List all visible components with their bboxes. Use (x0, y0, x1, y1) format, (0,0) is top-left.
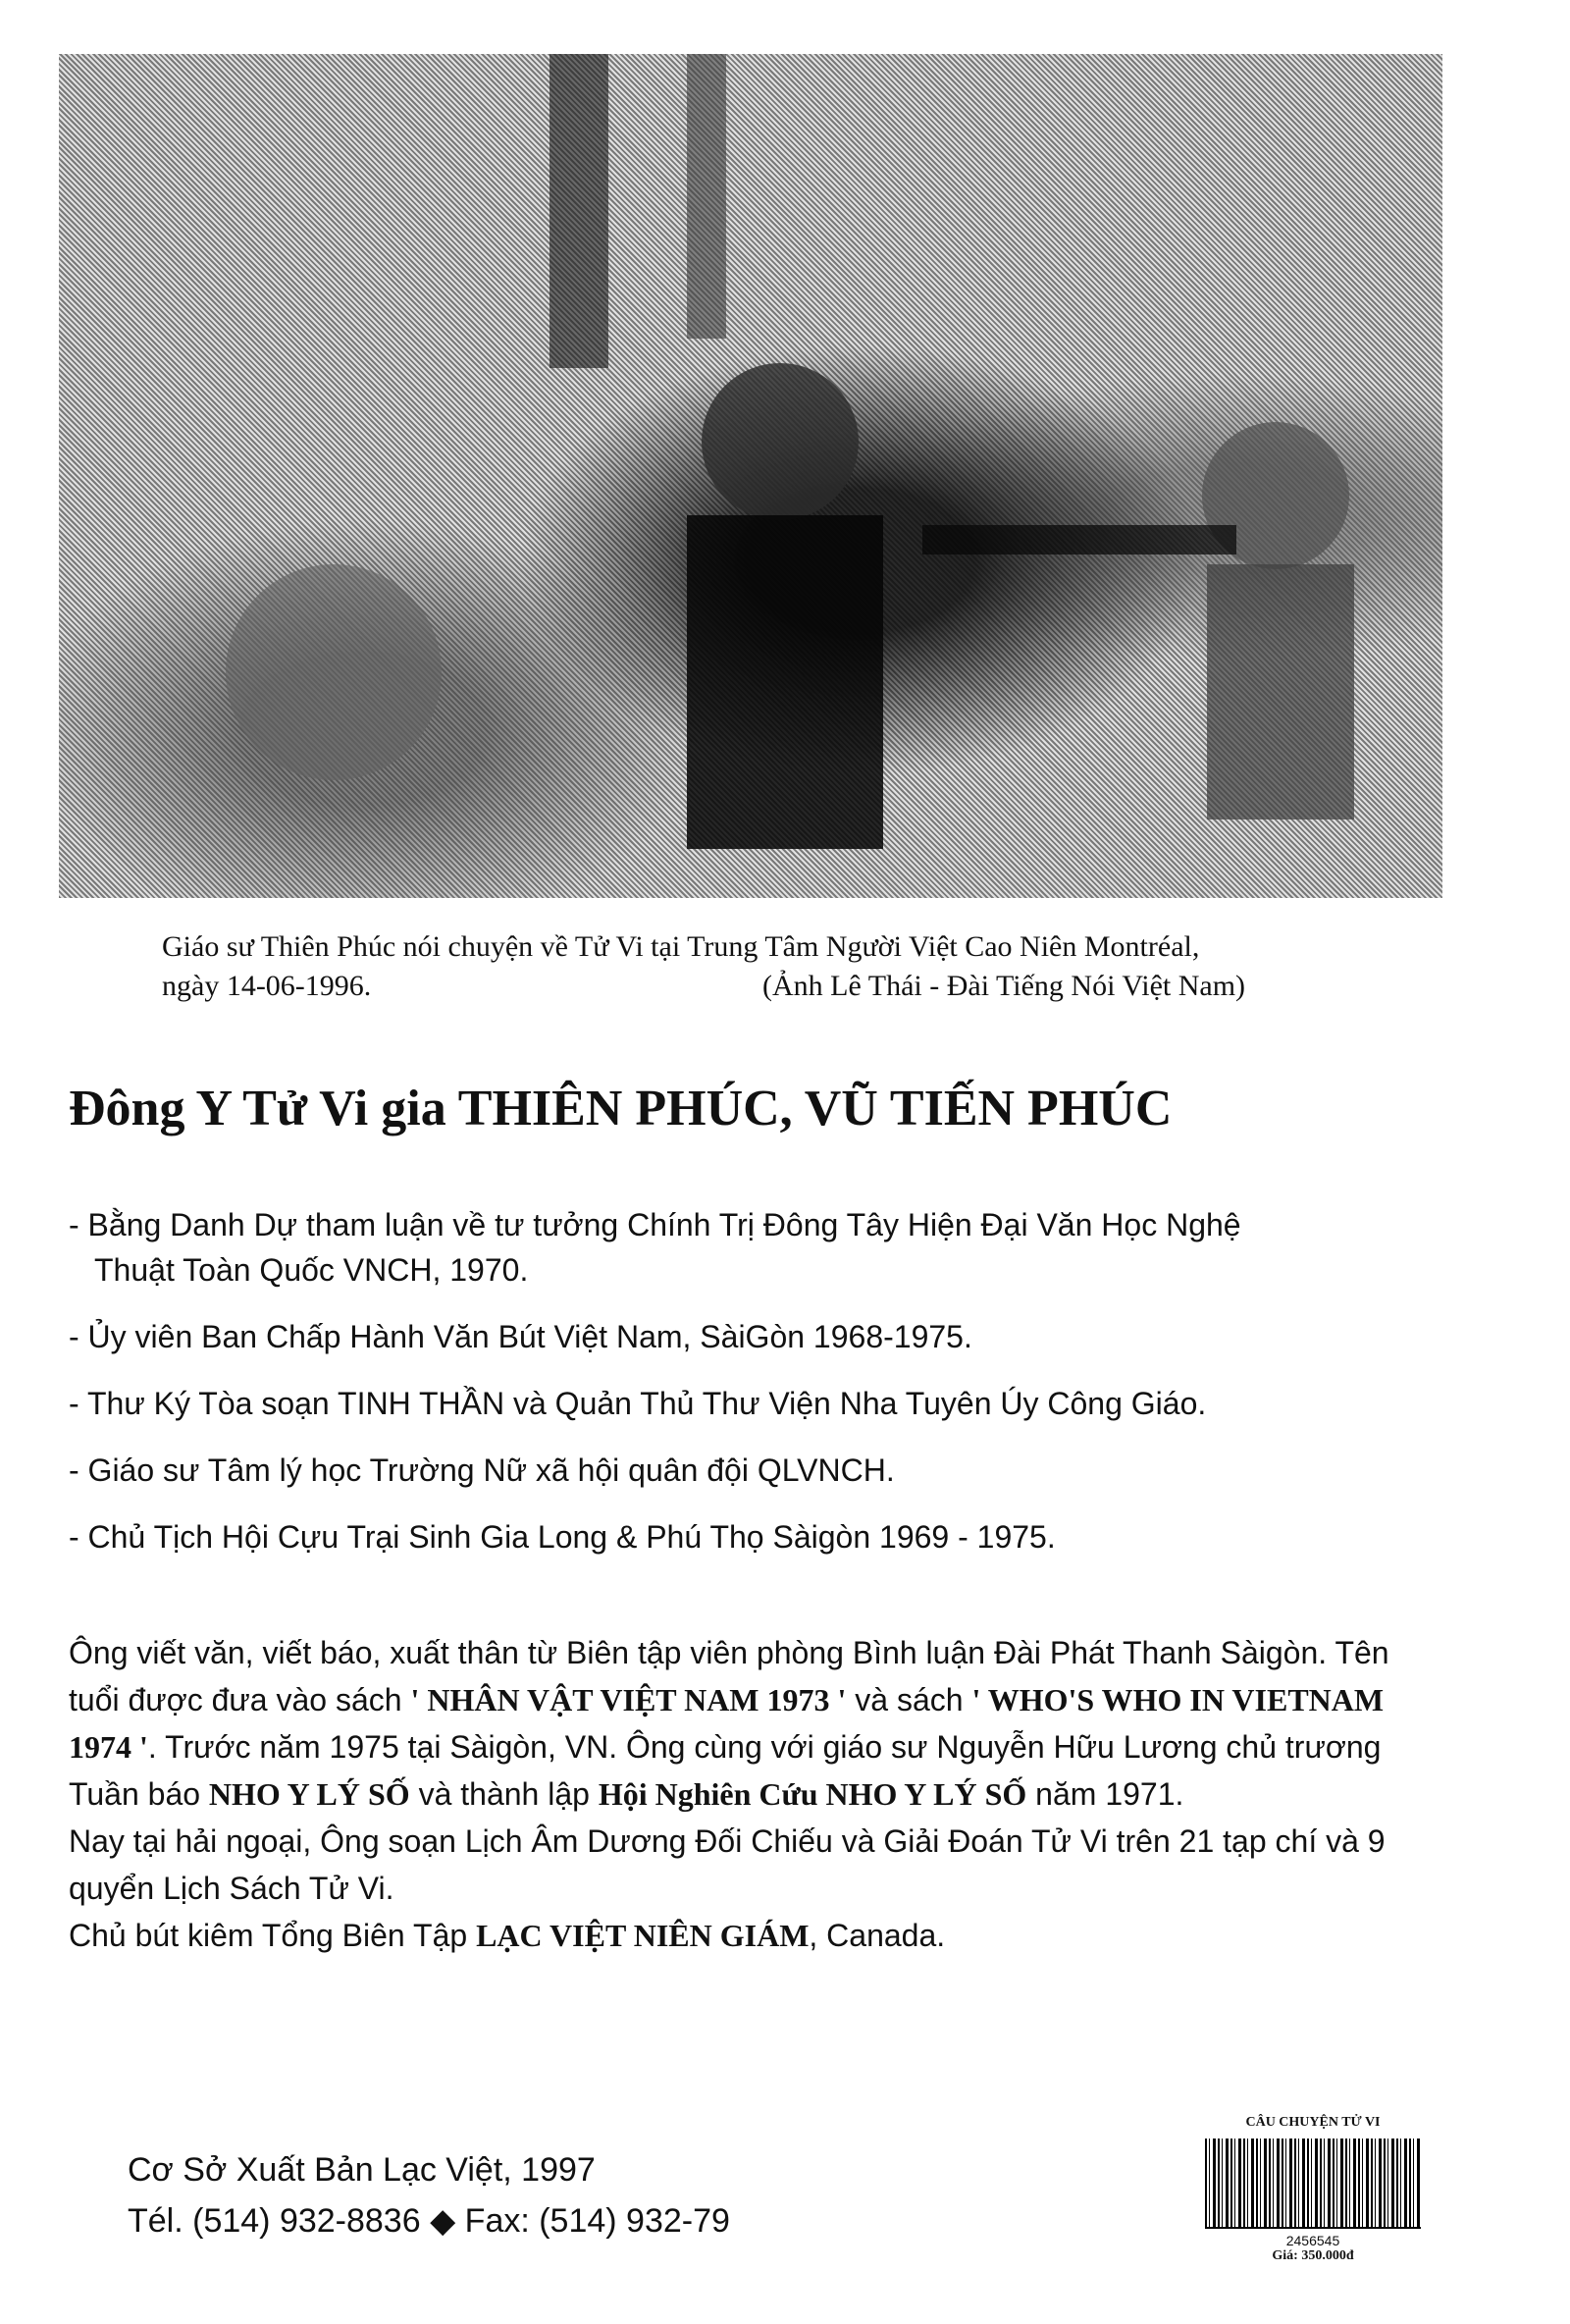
bio-line: - Ủy viên Ban Chấp Hành Văn Bút Việt Nam, SàiGòn 1968-1975. (69, 1319, 972, 1354)
para-bold: NHO Y LÝ SỐ (208, 1776, 410, 1812)
para-text: Nay tại hải ngoại, Ông soạn Lịch Âm Dương Đối Chiếu và Giải Đoán Tử Vi trên 21 tạp chí và 9 quyển Lịch Sách Tử Vi. (69, 1823, 1386, 1906)
para-bold: LẠC VIỆT NIÊN GIÁM (476, 1918, 810, 1953)
halftone-photo (59, 54, 1442, 898)
para-bold: ' NHÂN VẬT VIỆT NAM 1973 ' (410, 1682, 847, 1717)
price-label: Giá: 350.000đ (1272, 2248, 1354, 2263)
bio-list (69, 1202, 1462, 1581)
bio-item (69, 1448, 1462, 1493)
bio-line: - Thư Ký Tòa soạn TINH THẦN và Quản Thủ Thư Viện Nha Tuyên Úy Công Giáo. (69, 1386, 1207, 1421)
page-title: Đông Y Tử Vi gia THIÊN PHÚC, VŨ TIẾN PHÚC (69, 1081, 1173, 1136)
bio-line: - Chủ Tịch Hội Cựu Trại Sinh Gia Long & Phú Thọ Sàigòn 1969 - 1975. (69, 1519, 1056, 1555)
publisher-name: Cơ Sở Xuất Bản Lạc Việt, 1997 (128, 2151, 596, 2189)
para-text: năm 1971. (1026, 1776, 1184, 1812)
publisher-contact: Tél. (514) 932-8836 ◆ Fax: (514) 932-79 (128, 2202, 730, 2240)
caption-line2: ngày 14-06-1996. (162, 970, 372, 1002)
caption-line1: Giáo sư Thiên Phúc nói chuyện về Tử Vi tại Trung Tâm Người Việt Cao Niên Montréal, (162, 930, 1200, 963)
para-text: và thành lập (409, 1776, 599, 1812)
biography-paragraph (69, 1629, 1442, 1959)
bio-line: - Giáo sư Tâm lý học Trường Nữ xã hội quân đội QLVNCH. (69, 1452, 895, 1488)
bio-item (69, 1202, 1462, 1293)
barcode-icon (1205, 2139, 1421, 2229)
barcode-number: 2456545 (1285, 2233, 1340, 2248)
para-text: . Trước năm 1975 tại Sàigòn, VN. Ông cùng với giáo sư Nguyễn Hữu Lương chủ trương Tuần báo (69, 1729, 1382, 1812)
para-bold: Hội Nghiên Cứu NHO Y LÝ SỐ (598, 1776, 1027, 1812)
para-text: Chủ bút kiêm Tổng Biên Tập (69, 1918, 477, 1953)
photo-scene-icon (59, 54, 1442, 898)
bio-line-cont: Thuật Toàn Quốc VNCH, 1970. (94, 1252, 529, 1288)
photo-caption (162, 927, 1246, 1006)
caption-credit: (Ảnh Lê Thái - Đài Tiếng Nói Việt Nam) (762, 970, 1246, 1002)
bio-item (69, 1314, 1462, 1359)
para-text: và sách (846, 1682, 972, 1717)
bio-line: - Bằng Danh Dự tham luận về tư tưởng Chính Trị Đông Tây Hiện Đại Văn Học Nghệ (69, 1207, 1241, 1242)
barcode-label (1205, 2115, 1421, 2287)
publisher-info (128, 2144, 730, 2246)
bio-item (69, 1381, 1462, 1426)
para-text: , Canada. (809, 1918, 946, 1953)
para-text: Ông viết văn, viết báo, xuất thân từ Biên tập viên phòng Bình luận Đài Phát Thanh Sàigòn. Tên tuổi được đưa vào sách (69, 1635, 1389, 1717)
para-bold: ' WHO'S WHO IN VIETNAM 1974 ' (69, 1682, 1385, 1765)
barcode-title: CÂU CHUYỆN TỬ VI (1245, 2115, 1381, 2130)
bio-item (69, 1514, 1462, 1559)
